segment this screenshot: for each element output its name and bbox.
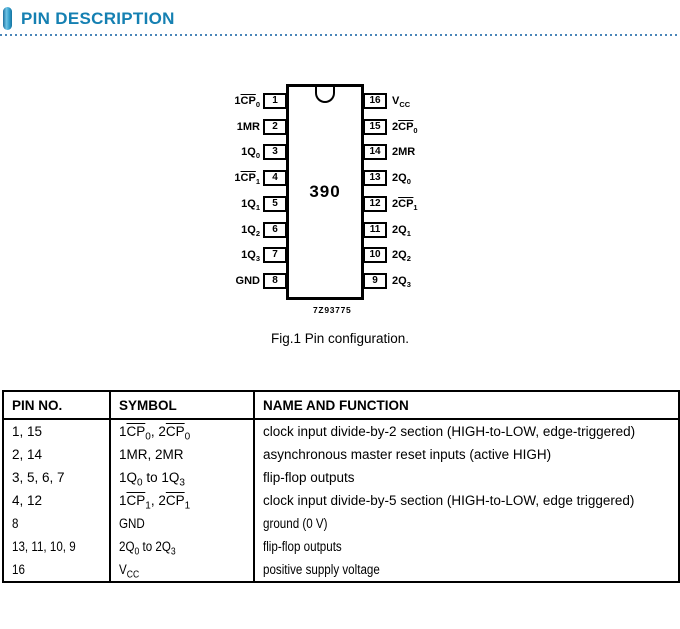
pin-label: $2Q_0$: [392, 172, 411, 187]
pin-number-box: 15: [363, 119, 387, 135]
figure-caption: Fig.1 Pin configuration.: [270, 331, 410, 346]
pin-number-box: 5: [263, 196, 287, 212]
pin-label: $1Q_1$: [241, 198, 260, 213]
table-row: [3, 512, 679, 535]
pin-label: $2\overline{CP}_1$: [392, 198, 418, 213]
column-header-name-function: NAME AND FUNCTION: [254, 391, 679, 419]
pin-no-cell: 4, 12: [12, 493, 43, 508]
pin-number-box: 4: [263, 170, 287, 186]
table-row: [3, 489, 679, 512]
pin-number-box: 13: [363, 170, 387, 186]
pin-label: $2Q_2$: [392, 249, 411, 264]
pin-label: $2Q_3$: [392, 275, 411, 290]
section-title: PIN DESCRIPTION: [21, 8, 175, 28]
pin-number-box: 8: [263, 273, 287, 289]
symbol-cell: $2Q_0$ to $2Q_3$: [110, 535, 254, 558]
table-row: [3, 558, 679, 582]
pin-label: $V_{CC}$: [392, 95, 411, 110]
pin-label: $1\overline{CP}_1$: [234, 172, 260, 187]
pin-no-cell: 2, 14: [12, 447, 43, 462]
table-header-row: [3, 391, 679, 419]
symbol-cell: $1Q_0$ to $1Q_3$: [110, 466, 254, 489]
symbol-cell: GND: [110, 512, 254, 535]
function-cell: positive supply voltage: [254, 558, 679, 582]
pin-label: 2MR: [392, 146, 416, 158]
pin-label: 1MR: [236, 121, 260, 133]
pin-no-cell: 8: [12, 516, 19, 531]
pin-number-box: 6: [263, 222, 287, 238]
pin-number-box: 14: [363, 144, 387, 160]
pin-label: $1Q_0$: [241, 146, 260, 161]
pin-number-box: 10: [363, 247, 387, 263]
table-row: [3, 466, 679, 489]
table-row: [3, 535, 679, 558]
symbol-cell: $1\overline{CP}_0$, $2\overline{CP}_0$: [110, 419, 254, 443]
pin-number-box: 2: [263, 119, 287, 135]
section-header: [3, 7, 175, 30]
pin-no-cell: 1, 15: [12, 424, 43, 439]
pin-no-cell: 3, 5, 6, 7: [12, 470, 65, 485]
function-cell: asynchronous master reset inputs (active HIGH): [254, 443, 679, 466]
pin-description-table: [2, 390, 680, 583]
pin-label: $1Q_2$: [241, 224, 260, 239]
symbol-cell: $V_{CC}$: [110, 558, 254, 582]
function-cell: clock input divide-by-5 section (HIGH-to-LOW, edge triggered): [254, 489, 679, 512]
pin-number-box: 11: [363, 222, 387, 238]
pin-number-box: 12: [363, 196, 387, 212]
pin-number-box: 7: [263, 247, 287, 263]
pin-number-box: 1: [263, 93, 287, 109]
pin-label: $2\overline{CP}_0$: [392, 121, 418, 136]
pin-no-cell: 13, 11, 10, 9: [12, 539, 76, 554]
function-cell: flip-flop outputs: [254, 535, 679, 558]
pin-label: $1\overline{CP}_0$: [234, 95, 260, 110]
pin-label: GND: [235, 275, 260, 287]
pin-label: $2Q_1$: [392, 224, 411, 239]
function-cell: ground (0 V): [254, 512, 679, 535]
column-header-pin-no: PIN NO.: [3, 391, 110, 419]
pin-number-box: 3: [263, 144, 287, 160]
pin-number-box: 16: [363, 93, 387, 109]
dotted-divider: [0, 34, 680, 36]
section-marker-icon: [3, 7, 12, 30]
pin-table-body: [3, 419, 679, 582]
column-header-symbol: SYMBOL: [110, 391, 254, 419]
drawing-number: 7Z93775: [313, 305, 352, 315]
pin-label: $1Q_3$: [241, 249, 260, 264]
symbol-cell: 1MR, 2MR: [110, 443, 254, 466]
symbol-cell: $1\overline{CP}_1$, $2\overline{CP}_1$: [110, 489, 254, 512]
chip-part-number: 390: [309, 182, 341, 201]
function-cell: flip-flop outputs: [254, 466, 679, 489]
pin-no-cell: 16: [12, 562, 25, 577]
table-row: [3, 419, 679, 443]
function-cell: clock input divide-by-2 section (HIGH-to-LOW, edge-triggered): [254, 419, 679, 443]
table-row: [3, 443, 679, 466]
pin-number-box: 9: [363, 273, 387, 289]
